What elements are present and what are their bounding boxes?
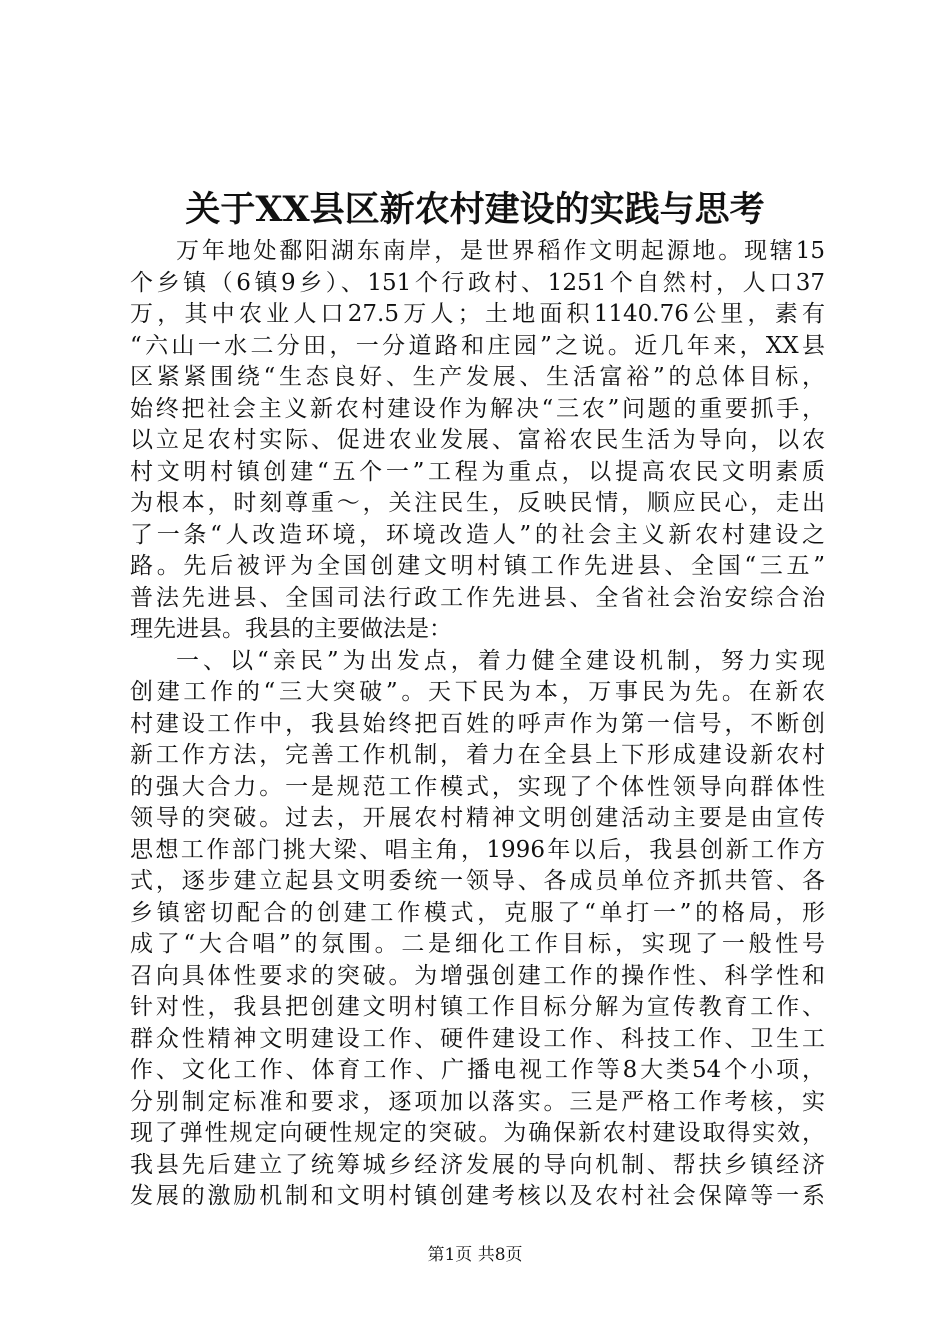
paragraph-line: 万年地处鄱阳湖东南岸，是世界稻作文明起源地。现辖15 [176, 238, 825, 264]
paragraph-line: 区紧紧围绕“生态良好、生产发展、生活富裕”的总体目标， [130, 364, 825, 390]
paragraph-line: 针对性，我县把创建文明村镇工作目标分解为宣传教育工作、 [130, 994, 825, 1020]
paragraph-line: 普法先进县、全国司法行政工作先进县、全省社会治安综合治 [130, 584, 825, 611]
paragraph-line: 理先进县。我县的主要做法是： [130, 616, 452, 642]
paragraph-line: 村建设工作中，我县始终把百姓的呼声作为第一信号，不断创 [130, 710, 825, 737]
paragraph-line: 一、以“亲民”为出发点，着力健全建设机制，努力实现 [176, 647, 825, 674]
paragraph-line: 群众性精神文明建设工作、硬件建设工作、科技工作、卫生工 [130, 1025, 825, 1052]
paragraph-line: 召向具体性要求的突破。为增强创建工作的操作性、科学性和 [130, 962, 825, 989]
paragraph-line: 作、文化工作、体育工作、广播电视工作等8大类54个小项， [130, 1057, 825, 1083]
paragraph-line: 了一条“人改造环境，环境改造人”的社会主义新农村建设之 [130, 521, 825, 548]
document-body [130, 236, 825, 1213]
paragraph-line: 路。先后被评为全国创建文明村镇工作先进县、全国“三五” [130, 553, 825, 579]
paragraph-line: 以立足农村实际、促进农业发展、富裕农民生活为导向，以农 [130, 427, 825, 453]
paragraph-line: 式，逐步建立起县文明委统一领导、各成员单位齐抓共管、各 [130, 868, 825, 894]
paragraph-line: 成了“大合唱”的氛围。二是细化工作目标，实现了一般性号 [130, 931, 825, 957]
paragraph-line: 创建工作的“三大突破”。天下民为本，万事民为先。在新农 [130, 679, 825, 705]
paragraph-line: 思想工作部门挑大梁、唱主角，1996年以后，我县创新工作方 [130, 836, 825, 863]
paragraph-line: 领导的突破。过去，开展农村精神文明创建活动主要是由宣传 [130, 805, 825, 831]
paragraph-line: 乡镇密切配合的创建工作模式，克服了“单打一”的格局，形 [130, 899, 825, 926]
paragraph-line: 始终把社会主义新农村建设作为解决“三农”问题的重要抓手， [130, 395, 825, 422]
paragraph-line: 的强大合力。一是规范工作模式，实现了个体性领导向群体性 [130, 773, 825, 800]
paragraph-line: 分别制定标准和要求，逐项加以落实。三是严格工作考核，实 [130, 1088, 825, 1115]
paragraph-line: 现了弹性规定向硬性规定的突破。为确保新农村建设取得实效， [130, 1120, 825, 1146]
document-title: 关于XX县区新农村建设的实践与思考 [185, 189, 765, 230]
paragraph-line: 发展的激励机制和文明村镇创建考核以及农村社会保障等一系 [130, 1183, 825, 1209]
paragraph-line: 新工作方法，完善工作机制，着力在全县上下形成建设新农村 [130, 742, 825, 768]
paragraph-line: “六山一水二分田，一分道路和庄园”之说。近几年来，XX县 [130, 332, 825, 359]
paragraph-line: 我县先后建立了统筹城乡经济发展的导向机制、帮扶乡镇经济 [130, 1151, 825, 1178]
paragraph-line: 村文明村镇创建“五个一”工程为重点，以提高农民文明素质 [130, 458, 825, 485]
paragraph-line: 万，其中农业人口27.5万人；土地面积1140.76公里，素有 [130, 301, 825, 327]
paragraph-line: 个乡镇（6镇9乡）、151个行政村、1251个自然村，人口37 [130, 269, 825, 296]
paragraph-line: 为根本，时刻尊重～，关注民生，反映民情，顺应民心，走出 [130, 490, 825, 516]
page-footer: 第1页 共8页 [427, 1245, 523, 1265]
